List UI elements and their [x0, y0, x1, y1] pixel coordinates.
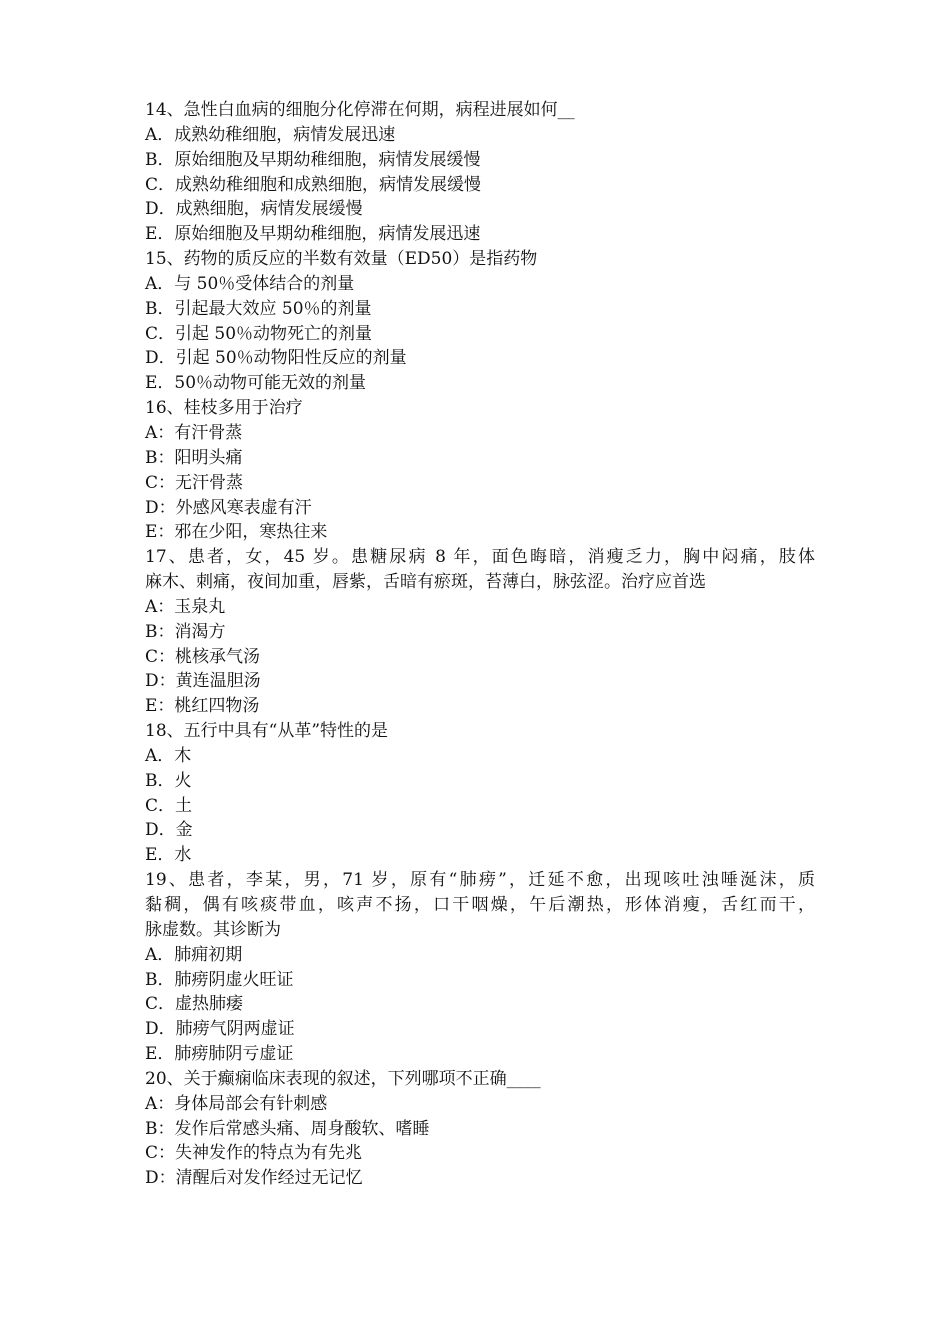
- question-stem: 16、桂枝多用于治疗: [145, 398, 303, 419]
- answer-option: E．肺痨肺阴亏虚证: [145, 1044, 294, 1065]
- answer-option: B：发作后常感头痛、周身酸软、嗜睡: [145, 1118, 430, 1139]
- answer-option: A．木: [145, 745, 192, 766]
- answer-option: A：玉泉丸: [145, 596, 226, 617]
- question-block: [145, 868, 815, 1067]
- answer-option: D．成熟细胞，病情发展缓慢: [145, 199, 363, 220]
- answer-option: D．金: [145, 820, 193, 841]
- answer-option: A：有汗骨蒸: [145, 422, 243, 443]
- question-stem: 17、患者，女，45 岁。患糖尿病 8 年，面色晦暗，消瘦乏力，胸中闷痛，肢体: [145, 547, 815, 568]
- answer-option: C：失神发作的特点为有先兆: [145, 1143, 363, 1164]
- answer-option: D．引起 50％动物阳性反应的剂量: [145, 348, 407, 369]
- answer-option: B．火: [145, 770, 192, 791]
- question-stem: 18、五行中具有“从革”特性的是: [145, 721, 389, 742]
- answer-option: B：消渴方: [145, 621, 226, 642]
- answer-option: C．土: [145, 795, 193, 816]
- answer-option: C：桃核承气汤: [145, 646, 261, 667]
- answer-option: D：清醒后对发作经过无记忆: [145, 1168, 363, 1189]
- question-stem: 脉虚数。其诊断为: [145, 919, 281, 940]
- answer-option: A：身体局部会有针刺感: [145, 1093, 328, 1114]
- question-block: [145, 396, 815, 545]
- answer-option: E：桃红四物汤: [145, 696, 260, 717]
- question-stem: 麻木、刺痛，夜间加重，唇紫，舌暗有瘀斑，苔薄白，脉弦涩。治疗应首选: [145, 572, 706, 593]
- answer-option: A．与 50％受体结合的剂量: [145, 273, 355, 294]
- answer-option: B．引起最大效应 50％的剂量: [145, 298, 372, 319]
- answer-option: E：邪在少阳，寒热往来: [145, 522, 328, 543]
- question-stem: 15、药物的质反应的半数有效量（ED50）是指药物: [145, 249, 538, 270]
- answer-option: C．虚热肺痿: [145, 994, 244, 1015]
- answer-option: C：无汗骨蒸: [145, 472, 244, 493]
- answer-option: C．引起 50％动物死亡的剂量: [145, 323, 373, 344]
- question-block: [145, 545, 815, 719]
- answer-option: D．肺痨气阴两虚证: [145, 1019, 295, 1040]
- question-stem: 黏稠，偶有咳痰带血，咳声不扬，口干咽燥，午后潮热，形体消瘦，舌红而干，: [145, 895, 815, 915]
- answer-option: B．肺痨阴虚火旺证: [145, 969, 294, 990]
- answer-option: A．肺痈初期: [145, 944, 243, 965]
- question-stem: 19、患者，李某，男，71 岁，原有“肺痨”，迁延不愈，出现咳吐浊唾涎沫，质: [145, 870, 815, 891]
- answer-option: A．成熟幼稚细胞，病情发展迅速: [145, 124, 396, 145]
- question-stem: 14、急性白血病的细胞分化停滞在何期，病程进展如何__: [145, 100, 575, 120]
- answer-option: D：外感风寒表虚有汗: [145, 497, 312, 518]
- question-block: [145, 719, 815, 868]
- answer-option: D：黄连温胆汤: [145, 671, 261, 692]
- answer-option: C．成熟幼稚细胞和成熟细胞，病情发展缓慢: [145, 174, 482, 195]
- answer-option: E．原始细胞及早期幼稚细胞，病情发展迅速: [145, 224, 481, 245]
- question-stem: 20、关于癫痫临床表现的叙述，下列哪项不正确____: [145, 1068, 541, 1089]
- question-block: [145, 98, 815, 247]
- question-block: [145, 1067, 815, 1191]
- answer-option: E．50％动物可能无效的剂量: [145, 373, 367, 394]
- answer-option: B．原始细胞及早期幼稚细胞，病情发展缓慢: [145, 149, 481, 170]
- exam-page: [145, 98, 815, 1191]
- question-block: [145, 247, 815, 396]
- answer-option: B：阳明头痛: [145, 447, 243, 468]
- answer-option: E．水: [145, 845, 192, 866]
